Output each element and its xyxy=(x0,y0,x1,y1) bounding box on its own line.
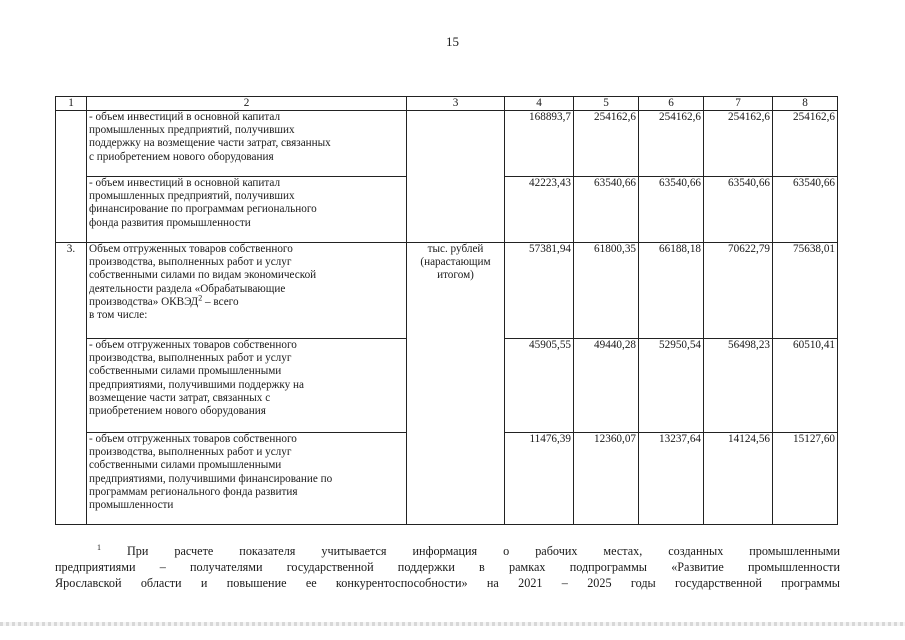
header-cell: 3 xyxy=(407,97,505,111)
value-cell: 11476,39 xyxy=(505,433,574,525)
value-cell: 254162,6 xyxy=(773,111,838,177)
unit-cell xyxy=(407,111,505,243)
header-cell: 8 xyxy=(773,97,838,111)
indicator-description: - объем отгруженных товаров собственного производства, выполненных работ и услуг собственными силами промышленными предприятиями, получившими финансирование по программам регионального фонда развития промышленности xyxy=(87,433,407,525)
value-cell: 168893,7 xyxy=(505,111,574,177)
footnote-line: предприятиями – получателями государственной поддержки в рамках подпрограммы «Развитие промышленности xyxy=(55,560,840,574)
value-cell: 60510,41 xyxy=(773,339,838,433)
value-cell: 45905,55 xyxy=(505,339,574,433)
value-cell: 52950,54 xyxy=(639,339,704,433)
indicators-table xyxy=(55,96,838,525)
value-cell: 70622,79 xyxy=(704,243,773,339)
description-tail: – всего в том числе: xyxy=(89,295,239,322)
header-cell: 2 xyxy=(87,97,407,111)
value-cell: 57381,94 xyxy=(505,243,574,339)
row-number-cell xyxy=(56,111,87,243)
value-cell: 254162,6 xyxy=(639,111,704,177)
page-number: 15 xyxy=(446,34,459,49)
footnote-line xyxy=(55,543,840,559)
value-cell: 42223,43 xyxy=(505,177,574,243)
footnote-text: При расчете показателя учитывается информация о рабочих местах, созданных промышленными xyxy=(101,544,840,558)
value-cell: 15127,60 xyxy=(773,433,838,525)
header-cell: 6 xyxy=(639,97,704,111)
unit-cell: тыс. рублей (нарастающим итогом) xyxy=(407,243,505,525)
value-cell: 63540,66 xyxy=(639,177,704,243)
value-cell: 254162,6 xyxy=(574,111,639,177)
footnote-line: Ярославской области и повышение ее конкурентоспособности» на 2021 – 2025 годы государственной программы xyxy=(55,576,840,590)
description-text: Объем отгруженных товаров собственного производства, выполненных работ и услуг собственными силами по видам экономической деятельности раздела «Обрабатывающие производства» ОКВЭД xyxy=(89,243,317,308)
value-cell: 254162,6 xyxy=(704,111,773,177)
value-cell: 14124,56 xyxy=(704,433,773,525)
header-cell: 1 xyxy=(56,97,87,111)
header-cell: 4 xyxy=(505,97,574,111)
value-cell: 56498,23 xyxy=(704,339,773,433)
indicator-description xyxy=(87,243,407,339)
footnote-marker: 1 xyxy=(97,542,101,552)
value-cell: 61800,35 xyxy=(574,243,639,339)
value-cell: 12360,07 xyxy=(574,433,639,525)
value-cell: 63540,66 xyxy=(773,177,838,243)
value-cell: 49440,28 xyxy=(574,339,639,433)
indicator-description: - объем отгруженных товаров собственного производства, выполненных работ и услуг собственными силами промышленными предприятиями, получившими поддержку на возмещение части затрат, связанных с приобретением нового оборудования xyxy=(87,339,407,433)
value-cell: 66188,18 xyxy=(639,243,704,339)
table-row xyxy=(56,243,838,339)
footnote xyxy=(55,543,840,591)
header-cell: 7 xyxy=(704,97,773,111)
value-cell: 13237,64 xyxy=(639,433,704,525)
value-cell: 63540,66 xyxy=(704,177,773,243)
table-row xyxy=(56,111,838,177)
indicator-description: - объем инвестиций в основной капитал промышленных предприятий, получивших поддержку на возмещение части затрат, связанных с приобретением нового оборудования xyxy=(87,111,407,177)
table-header-row xyxy=(56,97,838,111)
header-cell: 5 xyxy=(574,97,639,111)
row-number-cell: 3. xyxy=(56,243,87,525)
value-cell: 63540,66 xyxy=(574,177,639,243)
value-cell: 75638,01 xyxy=(773,243,838,339)
scan-edge xyxy=(0,622,905,626)
indicator-description: - объем инвестиций в основной капитал промышленных предприятий, получивших финансирование по программам регионального фонда развития промышленности xyxy=(87,177,407,243)
footnote-ref: 2 xyxy=(198,293,203,303)
